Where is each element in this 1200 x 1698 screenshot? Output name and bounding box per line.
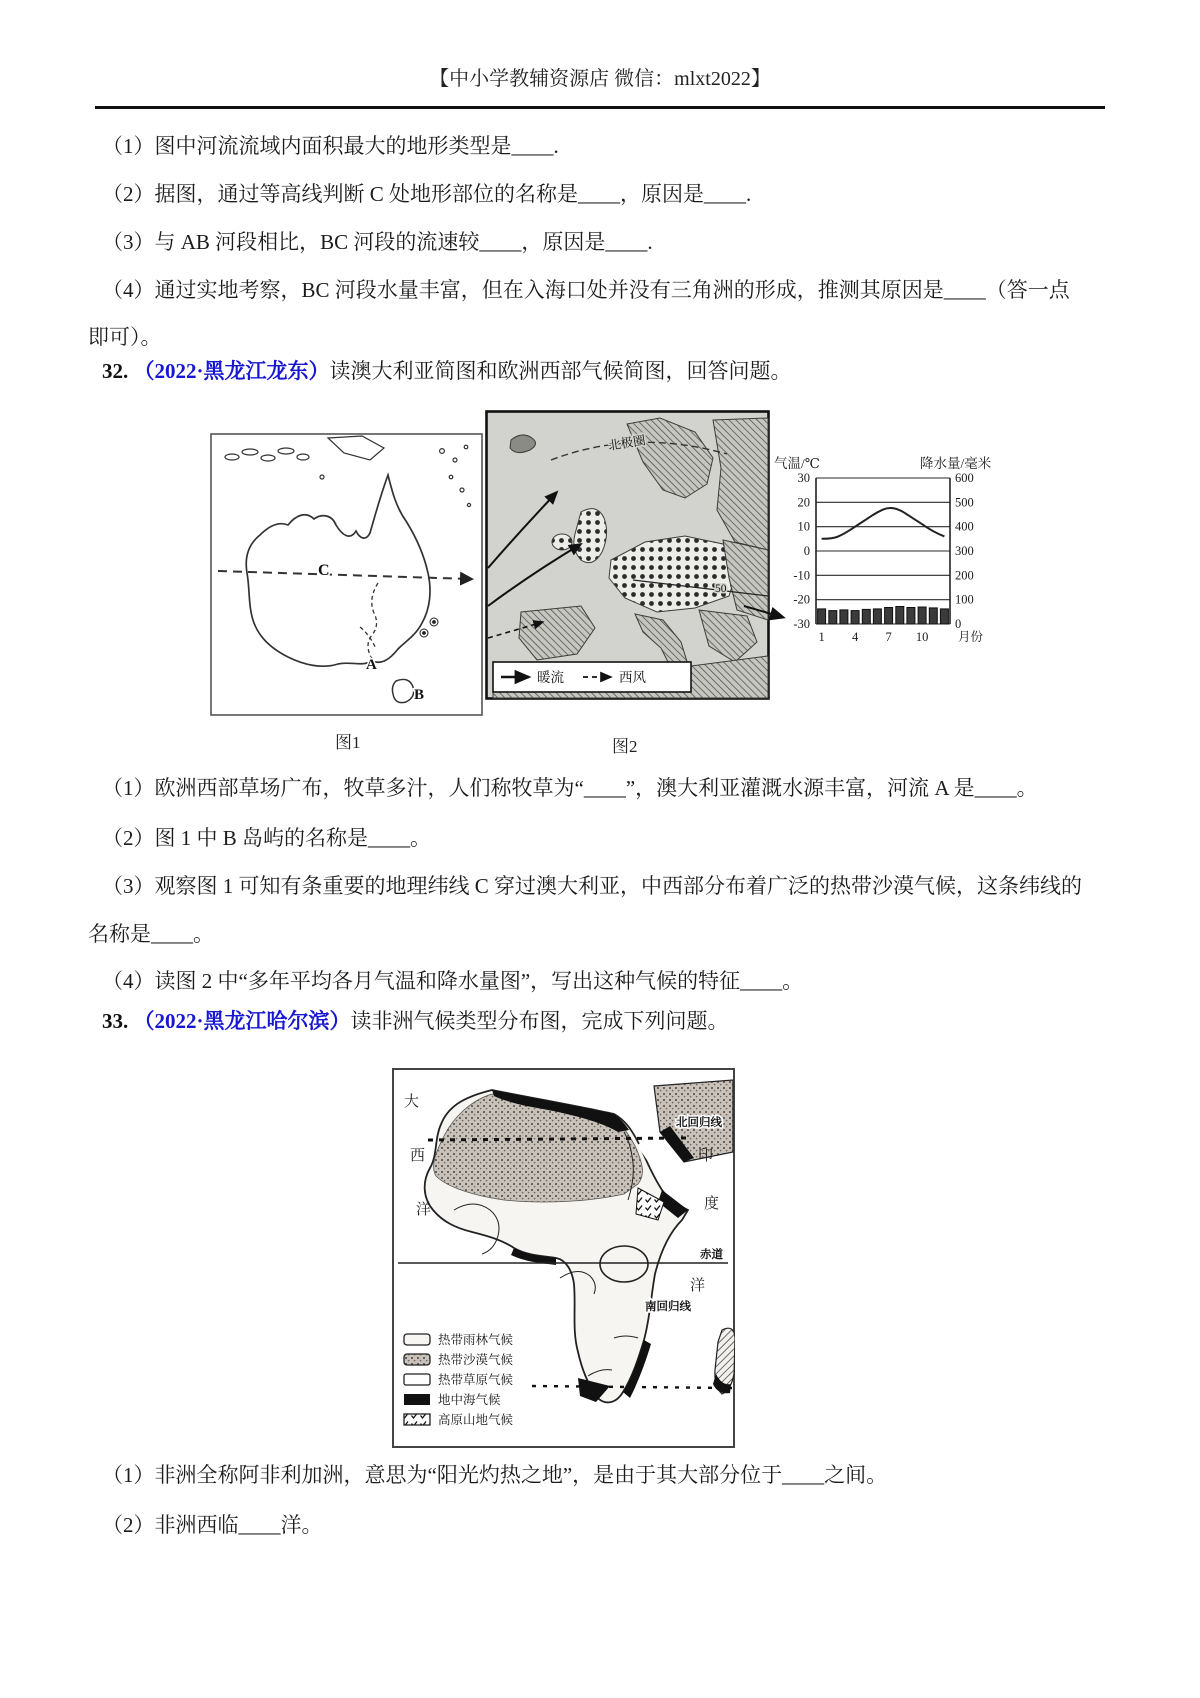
svg-text:0: 0 xyxy=(955,617,962,631)
figure1-australia-map xyxy=(210,433,483,716)
q32-stem-line xyxy=(88,356,1142,386)
svg-text:4: 4 xyxy=(851,630,859,644)
q31-sub-1: （1）图中河流流域内面积最大的地形类型是____. xyxy=(102,134,559,158)
q31-sub-3: （3）与 AB 河段相比，BC 河段的流速较____，原因是____. xyxy=(102,230,653,254)
q33-source: （2022·黑龙江哈尔滨） xyxy=(133,1009,351,1033)
figure2-legend xyxy=(493,662,691,692)
legend-westerlies-label: 西风 xyxy=(619,670,646,685)
svg-text:20: 20 xyxy=(797,495,810,510)
svg-text:-20: -20 xyxy=(793,592,810,607)
figure1-caption: 图1 xyxy=(335,733,361,752)
svg-text:100: 100 xyxy=(955,592,974,607)
svg-text:600: 600 xyxy=(955,471,974,485)
q33-stem: 读非洲气候类型分布图，完成下列问题。 xyxy=(350,1009,729,1033)
legend-warm-current-label: 暖流 xyxy=(537,670,564,685)
q33-sub-2: （2）非洲西临____洋。 xyxy=(102,1513,323,1537)
tasmania-island xyxy=(392,679,413,702)
q32-sub-4: （4）读图 2 中“多年平均各月气温和降水量图”，写出这种气候的特征____。 xyxy=(102,969,804,993)
arctic-circle-label: 北极圈 xyxy=(607,433,647,453)
tropic-of-cancer-label: 北回归线 xyxy=(676,1117,722,1129)
svg-text:400: 400 xyxy=(955,519,974,534)
shop-banner: 【中小学教辅资源店 微信：mlxt2022】 xyxy=(429,68,771,90)
label-a: A xyxy=(366,657,377,673)
temp-axis-title: 气温/℃ xyxy=(774,456,820,471)
svg-text:大: 大 xyxy=(404,1094,420,1110)
q32-sub-1: （1）欧洲西部草场广布，牧草多汁，人们称牧草为“____”，澳大利亚灌溉水源丰富，河流 A 是____。 xyxy=(102,776,1038,800)
precip-axis-title: 降水量/毫米 xyxy=(920,456,992,471)
q31-sub-2: （2）据图，通过等高线判断 C 处地形部位的名称是____，原因是____. xyxy=(102,182,752,206)
equator-label: 赤道 xyxy=(700,1249,723,1261)
svg-text:洋: 洋 xyxy=(690,1278,706,1294)
svg-text:西: 西 xyxy=(410,1148,426,1164)
q33-stem-line xyxy=(88,1006,1142,1036)
legend-rainforest: 热带雨林气候 xyxy=(438,1333,514,1347)
svg-text:印: 印 xyxy=(698,1148,714,1164)
q32-sub-2: （2）图 1 中 B 岛屿的名称是____。 xyxy=(102,826,432,850)
legend-mediterranean: 地中海气候 xyxy=(438,1393,501,1407)
q32-stem: 读澳大利亚简图和欧洲西部气候简图，回答问题。 xyxy=(329,359,792,383)
q32-sub-3: （3）观察图 1 可知有条重要的地理纬线 C 穿过澳大利亚，中西部分布着广泛的热带沙漠气候，这条纬线的 xyxy=(102,874,1083,898)
latitude-50-label: 50 xyxy=(715,583,727,595)
tropic-of-capricorn-label: 南回归线 xyxy=(645,1301,691,1313)
svg-text:1: 1 xyxy=(818,630,825,644)
figure2-caption: 图2 xyxy=(612,737,638,756)
q32-sub-3-cont: 名称是____。 xyxy=(88,922,214,946)
climate-chart xyxy=(772,452,1005,700)
svg-text:-30: -30 xyxy=(793,617,810,631)
svg-text:300: 300 xyxy=(955,544,974,558)
svg-text:度: 度 xyxy=(704,1196,720,1212)
q31-sub-4-cont: 即可）。 xyxy=(88,325,162,349)
legend-desert: 热带沙漠气候 xyxy=(438,1353,514,1367)
q33-number: 33. xyxy=(102,1009,129,1033)
header-rule xyxy=(95,106,1105,109)
legend-savanna: 热带草原气候 xyxy=(438,1373,514,1387)
svg-text:洋: 洋 xyxy=(416,1202,432,1218)
svg-text:7: 7 xyxy=(885,630,892,644)
svg-text:10: 10 xyxy=(915,630,929,644)
svg-text:200: 200 xyxy=(955,568,974,583)
q32-source: （2022·黑龙江龙东） xyxy=(133,359,330,383)
svg-text:30: 30 xyxy=(797,471,810,485)
svg-text:-10: -10 xyxy=(793,568,810,583)
label-c: C xyxy=(318,562,330,579)
svg-text:月份: 月份 xyxy=(958,630,984,644)
legend-highland: 高原山地气候 xyxy=(438,1413,514,1427)
svg-text:10: 10 xyxy=(797,519,810,534)
q33-sub-1: （1）非洲全称阿非利加洲，意思为“阳光灼热之地”，是由于其大部分位于____之间。 xyxy=(102,1463,888,1487)
svg-text:500: 500 xyxy=(955,495,974,510)
svg-text:0: 0 xyxy=(803,544,810,558)
q31-sub-4: （4）通过实地考察，BC 河段水量丰富，但在入海口处并没有三角洲的形成，推测其原因是____（答一点 xyxy=(102,278,1070,302)
label-b: B xyxy=(414,687,425,703)
figure2-europe-map xyxy=(485,410,770,700)
africa-climate-map xyxy=(392,1068,735,1448)
q32-number: 32. xyxy=(102,359,129,383)
